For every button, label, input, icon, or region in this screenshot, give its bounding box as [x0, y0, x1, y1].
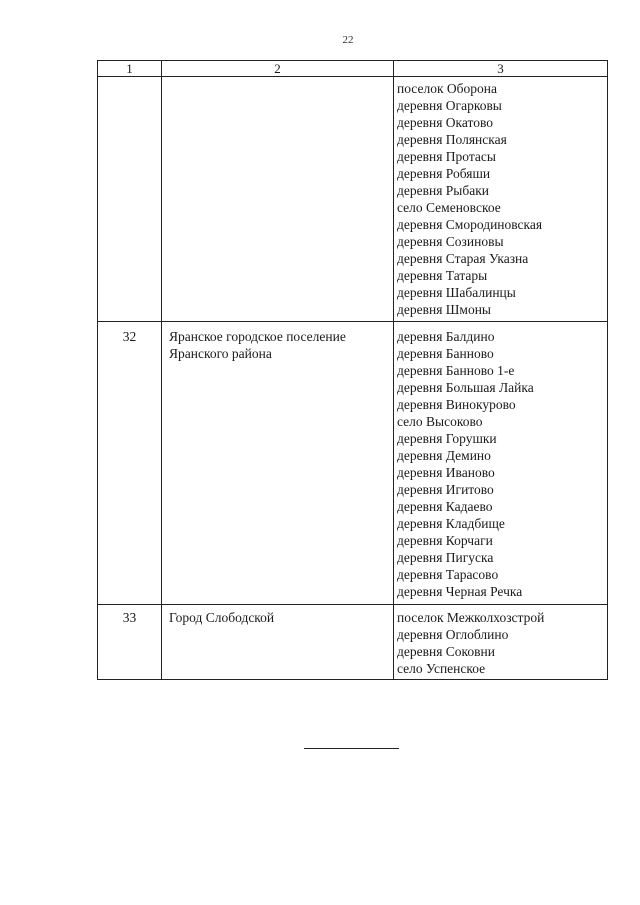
list-item: деревня Татары [397, 268, 488, 283]
list-item: деревня Соковни [397, 644, 495, 659]
list-item: деревня Корчаги [397, 533, 493, 548]
municipality-name [162, 77, 394, 322]
list-item: деревня Кадаево [397, 499, 493, 514]
list-item: деревня Игитово [397, 482, 494, 497]
table-row [98, 77, 608, 322]
list-item: поселок Межколхозстрой [397, 610, 545, 625]
list-item: село Семеновское [397, 200, 501, 215]
list-item: деревня Черная Речка [397, 584, 523, 599]
settlement-list-cell [394, 322, 608, 605]
column-header-municipality: 2 [162, 61, 394, 77]
list-item: деревня Иваново [397, 465, 495, 480]
column-header-settlements: 3 [394, 61, 608, 77]
column-header-number: 1 [98, 61, 162, 77]
table-header-row [98, 61, 608, 77]
list-item: деревня Робяши [397, 166, 491, 181]
row-number [98, 77, 162, 322]
list-item: деревня Рыбаки [397, 183, 490, 198]
table-row [98, 322, 608, 605]
list-item: деревня Протасы [397, 149, 496, 164]
list-item: село Успенское [397, 661, 486, 676]
list-item: деревня Оглоблино [397, 627, 509, 642]
list-item: деревня Шмоны [397, 302, 491, 317]
settlement-list [397, 328, 607, 600]
list-item: деревня Большая Лайка [397, 380, 534, 395]
list-item: деревня Смородиновская [397, 217, 543, 232]
list-item: деревня Шабалинцы [397, 285, 516, 300]
list-item: деревня Пигуска [397, 550, 494, 565]
settlement-list-cell [394, 605, 608, 680]
list-item: поселок Оборона [397, 81, 497, 96]
settlement-list [397, 80, 607, 318]
row-number: 32 [98, 322, 162, 605]
municipality-name: Яранское городское поселение Яранского района [162, 322, 394, 605]
list-item: деревня Полянская [397, 132, 507, 147]
row-number: 33 [98, 605, 162, 680]
list-item: деревня Винокурово [397, 397, 516, 412]
list-item: деревня Тарасово [397, 567, 499, 582]
settlement-list-cell [394, 77, 608, 322]
list-item: деревня Банново 1-е [397, 363, 515, 378]
list-item: деревня Созиновы [397, 234, 504, 249]
municipality-name: Город Слободской [162, 605, 394, 680]
settlement-list [397, 609, 607, 677]
table-row [98, 605, 608, 680]
list-item: деревня Банново [397, 346, 494, 361]
list-item: деревня Старая Указна [397, 251, 529, 266]
list-item: село Высоково [397, 414, 483, 429]
list-item: деревня Кладбище [397, 516, 505, 531]
list-item: деревня Демино [397, 448, 491, 463]
list-item: деревня Горушки [397, 431, 497, 446]
list-item: деревня Огарковы [397, 98, 502, 113]
end-divider [304, 748, 399, 749]
list-item: деревня Окатово [397, 115, 494, 130]
settlements-table [97, 60, 608, 680]
list-item: деревня Балдино [397, 329, 495, 344]
page-number: 22 [342, 34, 354, 46]
